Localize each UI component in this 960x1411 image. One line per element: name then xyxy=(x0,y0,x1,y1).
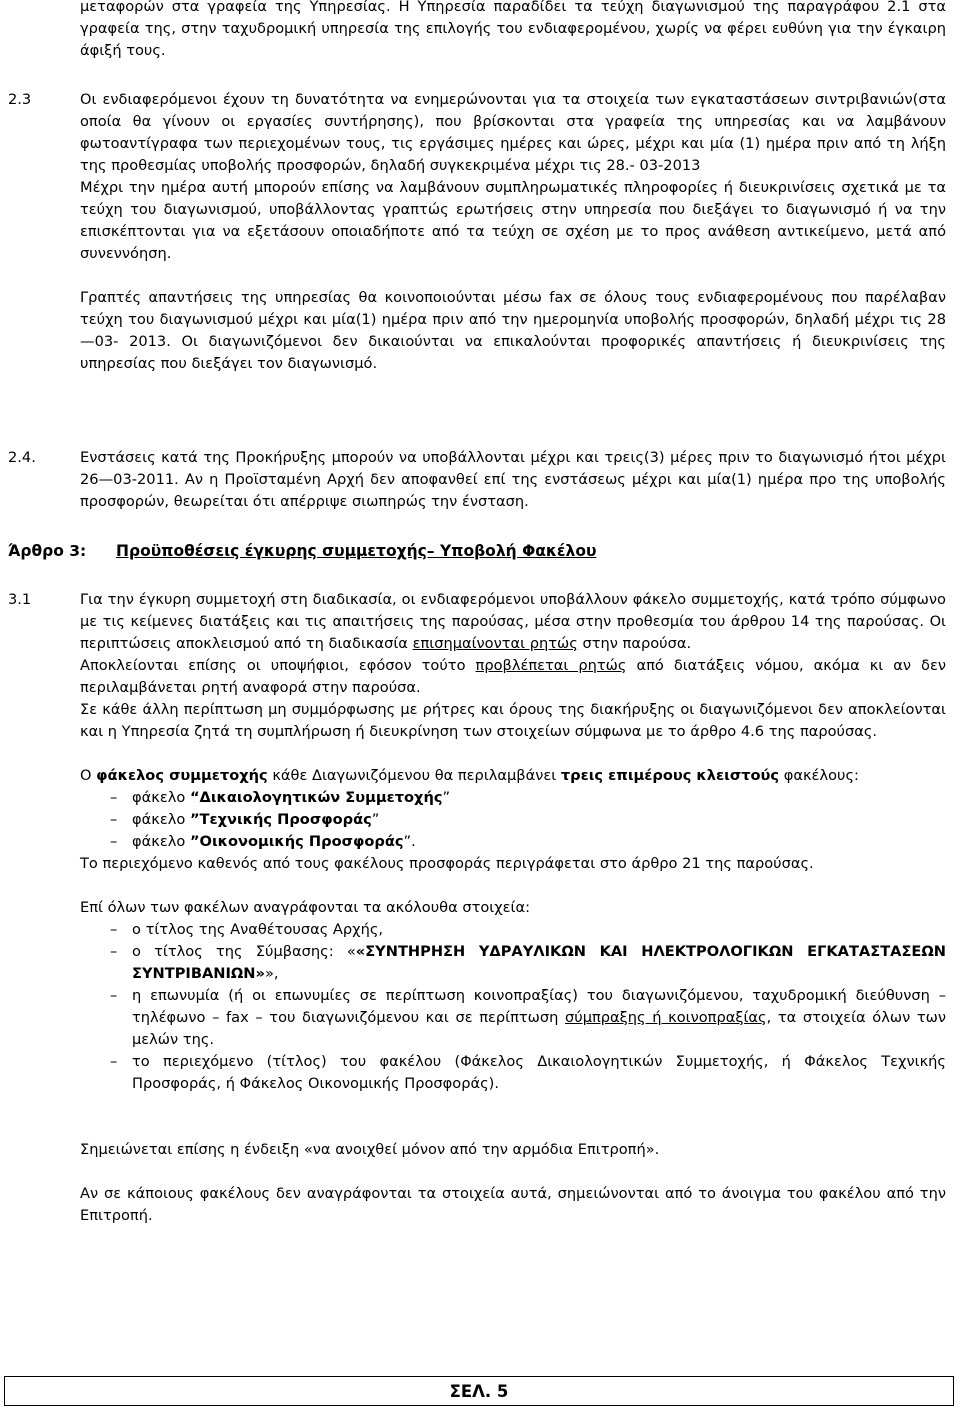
label-item-text: η επωνυμία (ή οι επωνυμίες σε περίπτωση κοινοπραξίας) του διαγωνιζόμενου, ταχυδρομική διεύθυνση – τηλέφωνο – fax – του διαγωνιζόμενου και σε περίπτωση xyxy=(132,987,946,1026)
dash-bullet: – xyxy=(110,1053,118,1070)
section-3-1-p1 xyxy=(80,589,946,655)
folder-name: ”Οικονομικής Προσφοράς xyxy=(189,833,404,850)
folder-item xyxy=(80,809,946,831)
continuation-paragraph xyxy=(80,0,946,62)
p4-bold-d: τρεις επιμέρους κλειστούς xyxy=(560,767,780,784)
continuation-text: μεταφορών στα γραφεία της Υπηρεσίας. Η Υπηρεσία παραδίδει τα τεύχη διαγωνισμού της παραγράφου 2.1 στα γραφεία της, στην ταχυδρομική υπηρεσία της επιλογής του ενδιαφερομένου, χωρίς να φέρει ευθύνη για την έγκαιρη άφιξή τους. xyxy=(80,0,946,59)
section-3-1-p5: Το περιεχόμενο καθενός από τους φακέλους προσφοράς περιγράφεται στο άρθρο 21 της παρούσας. xyxy=(80,855,814,872)
folder-pre: φάκελο xyxy=(132,811,190,828)
dash-bullet: – xyxy=(110,789,118,806)
section-3-1-p8: Αν σε κάποιους φακέλους δεν αναγράφονται τα στοιχεία αυτά, σημειώνονται από το άνοιγμα του φακέλου από την Επιτροπή. xyxy=(80,1185,946,1224)
section-2-4 xyxy=(80,447,946,513)
section-3-1-p6: Επί όλων των φακέλων αναγράφονται τα ακόλουθα στοιχεία: xyxy=(80,899,531,916)
label-items-list xyxy=(80,919,946,1095)
label-item xyxy=(80,941,946,985)
p4-text-c: κάθε Διαγωνιζόμενου θα περιλαμβάνει xyxy=(267,767,561,784)
label-item xyxy=(80,919,946,941)
dash-bullet: – xyxy=(110,811,118,828)
article-title: Προϋποθέσεις έγκυρης συμμετοχής– Υποβολή Φακέλου xyxy=(116,542,597,560)
folder-item xyxy=(80,787,946,809)
folder-name: ”Τεχνικής Προσφοράς xyxy=(189,811,372,828)
label-item-text-end: », xyxy=(264,965,279,982)
dash-bullet: – xyxy=(110,943,118,960)
section-2-3-body-a: Οι ενδιαφερόμενοι έχουν τη δυνατότητα να ενημερώνονται για τα στοιχεία των εγκαταστάσεων σιντριβανιών(στα οποία θα γίνουν οι εργασίες συντήρησης), που βρίσκονται στα γραφεία της υπηρεσίας και να λαμβάνουν φωτοαντίγραφα των περιεχομένων τους, τις εργάσιμες ημέρες και ώρες, μέχρι και μία (1) ημέρα πριν από τη λήξη της προθεσμίας υποβολής προσφορών, δηλαδή συγκεκριμένα μέχρι τις 28.- 03-2013 xyxy=(80,91,946,174)
p1-text: Για την έγκυρη συμμετοχή στη διαδικασία, οι ενδιαφερόμενοι υποβάλλουν φάκελο συμμετοχής, κατά τρόπο σύμφωνο με τις κείμενες διατάξεις και τις απαιτήσεις της παρούσας, μέσα στην προθεσμία του άρθρου 14 της παρούσας. Οι περιπτώσεις αποκλεισμού από τη διαδικασία xyxy=(80,591,946,652)
section-2-3-text-b: Μέχρι την ημέρα αυτή μπορούν επίσης να λαμβάνουν συμπληρωματικές πληροφορίες ή διευκρινίσεις σχετικά με τα τεύχη του διαγωνισμού, υποβάλλοντας γραπτώς ερωτήσεις στην υπηρεσία που διεξάγει το διαγωνισμό ή να την επισκέπτονται για να εξετάσουν οποιαδήποτε από τα τεύχη σε σχέση με το προς ανάθεση αντικείμενο, μετά από συνεννόηση. xyxy=(80,179,946,262)
section-2-4-text: Ενστάσεις κατά της Προκήρυξης μπορούν να υποβάλλονται μέχρι και τρεις(3) μέρες πριν το διαγωνισμό ήτοι μέχρι 26—03-2011. Αν η Προϊσταμένη Αρχή δεν αποφανθεί επί της ενστάσεως μέχρι και μία(1) ημέρα προ της υποβολής προσφορών, θεωρείται ότι απέρριψε σιωπηρώς την ένσταση. xyxy=(80,449,946,510)
folder-post: ”. xyxy=(403,833,416,850)
section-2-3-text-c: Γραπτές απαντήσεις της υπηρεσίας θα κοινοποιούνται μέσω fax σε όλους τους ενδιαφερομένους που παρέλαβαν τεύχη του διαγωνισμού μέχρι και μία(1) ημέρα πριν από την ημερομηνία υποβολής προσφορών, δηλαδή μέχρι τις 28—03- 2013. Οι διαγωνιζόμενοι δεν δικαιούνται να επικαλούνται προφορικές απαντήσεις ή διευκρινίσεις της υπηρεσίας που διεξάγει τον διαγωνισμό. xyxy=(80,289,946,372)
section-3-1-p2 xyxy=(80,655,946,699)
label-item xyxy=(80,985,946,1051)
section-2-3-number: 2.3 xyxy=(8,91,32,108)
p1-underlined: επισημαίνονται ρητώς xyxy=(412,635,578,652)
dash-bullet: – xyxy=(110,833,118,850)
label-item xyxy=(80,1051,946,1095)
p4-bold-b: φάκελος συμμετοχής xyxy=(96,767,268,784)
folder-name: “Δικαιολογητικών Συμμετοχής xyxy=(189,789,443,806)
folder-list xyxy=(80,787,946,853)
folder-item xyxy=(80,831,946,853)
article-number: Άρθρο 3: xyxy=(8,542,87,560)
folder-pre: φάκελο xyxy=(132,789,190,806)
section-3-1-number: 3.1 xyxy=(8,591,32,608)
p1-text-end: στην παρούσα. xyxy=(577,635,692,652)
section-3-1-p7: Σημειώνεται επίσης η ένδειξη «να ανοιχθεί μόνον από την αρμόδια Επιτροπή». xyxy=(80,1141,660,1158)
p2-text-end: από διατάξεις νόμου, ακόμα κι αν δεν περιλαμβάνεται ρητή αναφορά στην παρούσα. xyxy=(80,657,946,696)
section-2-4-number: 2.4. xyxy=(8,449,36,466)
section-2-3-text-a xyxy=(8,89,946,177)
dash-bullet: – xyxy=(110,987,118,1004)
dash-bullet: – xyxy=(110,921,118,938)
section-3-1-p3: Σε κάθε άλλη περίπτωση μη συμμόρφωσης με ρήτρες και όρους της διακήρυξης οι διαγωνιζόμενοι δεν αποκλείονται και η Υπηρεσία ζητά τη συμπλήρωση ή διευκρίνηση των στοιχείων σύμφωνα με το άρθρο 4.6 της παρούσας. xyxy=(80,701,946,740)
label-item-text: ο τίτλος της Αναθέτουσας Αρχής, xyxy=(132,921,384,938)
section-3-1 xyxy=(80,589,946,1227)
p4-text-a: Ο xyxy=(80,767,97,784)
folder-post: ” xyxy=(442,789,451,806)
label-item-underlined: σύμπραξης ή κοινοπραξίας xyxy=(565,1009,767,1026)
contract-title: «ΣΥΝΤΗΡΗΣΗ ΥΔΡΑΥΛΙΚΩΝ ΚΑΙ ΗΛΕΚΤΡΟΛΟΓΙΚΩΝ ΕΓΚΑΤΑΣΤΑΣΕΩΝ ΣΥΝΤΡΙΒΑΝΙΩΝ» xyxy=(132,943,946,982)
section-3-1-p4 xyxy=(80,765,946,787)
page-number: ΣΕΛ. 5 xyxy=(449,1382,509,1401)
folder-pre: φάκελο xyxy=(132,833,190,850)
p2-text: Αποκλείονται επίσης οι υποψήφιοι, εφόσον τούτο xyxy=(80,657,476,674)
label-item-text: ο τίτλος της Σύμβασης: « xyxy=(132,943,356,960)
footer-box xyxy=(4,1376,954,1406)
folder-post: ” xyxy=(371,811,380,828)
label-item-text: το περιεχόμενο (τίτλος) του φακέλου (Φάκελος Δικαιολογητικών Συμμετοχής, ή Φάκελος Τεχνικής Προσφοράς, ή Φάκελος Οικονομικής Προσφοράς). xyxy=(132,1053,946,1092)
label-item-text-end: , τα στοιχεία όλων των μελών της. xyxy=(132,1009,946,1048)
p2-underlined: προβλέπεται ρητώς xyxy=(475,657,627,674)
section-2-3 xyxy=(8,89,946,375)
p4-text-e: φακέλους: xyxy=(779,767,859,784)
